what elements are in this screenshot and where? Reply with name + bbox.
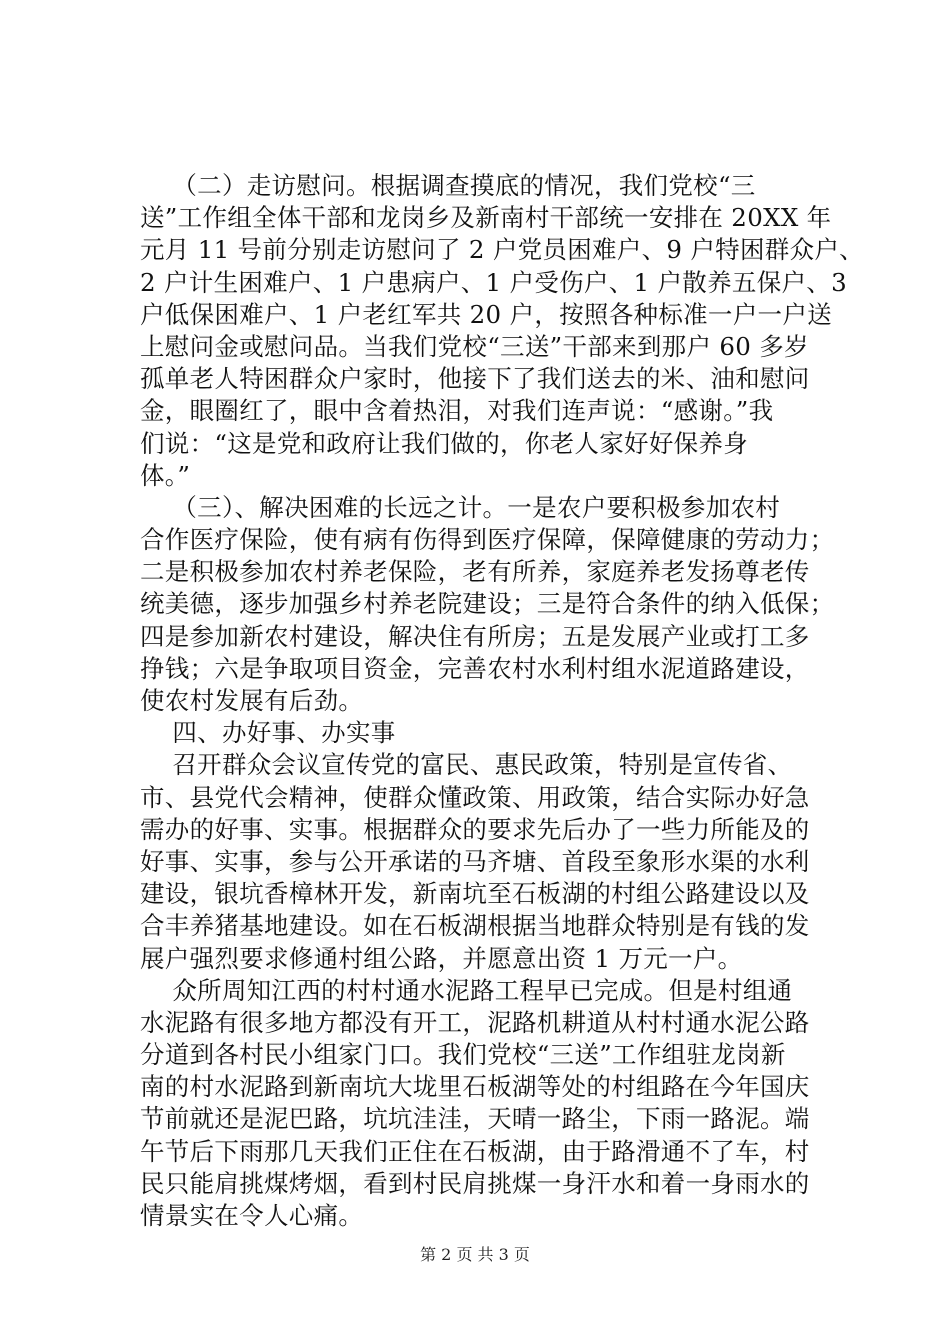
text-line: 统美德，逐步加强乡村养老院建设；三是符合条件的纳入低保； <box>140 589 835 619</box>
text-line: 体。” <box>140 460 191 490</box>
text-line: 民只能肩挑煤烤烟，看到村民肩挑煤一身汗水和着一身雨水的 <box>140 1168 810 1198</box>
text-line: 户低保困难户、1 户老红军共 20 户，按照各种标准一户一户送 <box>140 299 832 329</box>
text-line: 水泥路有很多地方都没有开工，泥路机耕道从村村通水泥公路 <box>140 1007 810 1037</box>
paragraph-long-term-plan <box>140 492 835 717</box>
text-line: 合作医疗保险，使有病有伤得到医疗保障，保障健康的劳动力； <box>140 525 835 555</box>
document-body <box>140 170 864 1232</box>
text-line: （三）、解决困难的长远之计。一是农户要积极参加农村 <box>140 492 781 522</box>
text-line: 送”工作组全体干部和龙岗乡及新南村干部统一安排在 20XX 年 <box>140 203 832 233</box>
text-line: 南的村水泥路到新南坑大垅里石板湖等处的村组路在今年国庆 <box>140 1072 810 1102</box>
text-line: 好事、实事，参与公开承诺的马齐塘、首段至象形水渠的水利 <box>140 846 810 876</box>
text-line: 需办的好事、实事。根据群众的要求先后办了一些力所能及的 <box>140 814 810 844</box>
text-line: 节前就还是泥巴路，坑坑洼洼，天晴一路尘，下雨一路泥。端 <box>140 1104 810 1134</box>
text-line: 上慰问金或慰问品。当我们党校“三送”干部来到那户 60 多岁 <box>140 331 809 361</box>
text-line: 召开群众会议宣传党的富民、惠民政策，特别是宣传省、 <box>140 750 793 780</box>
paragraph-visit-condolence <box>140 170 864 492</box>
text-line: 们说：“这是党和政府让我们做的，你老人家好好保养身 <box>140 428 749 458</box>
text-line: 市、县党代会精神，使群众懂政策、用政策，结合实际办好急 <box>140 782 810 812</box>
text-line: 使农村发展有后劲。 <box>140 686 364 715</box>
text-line: 元月 11 号前分别走访慰问了 2 户党员困难户、9 户特困群众户、 <box>140 235 864 265</box>
section-heading <box>140 717 810 749</box>
text-line: （二）走访慰问。根据调查摸底的情况，我们党校“三 <box>140 171 756 200</box>
text-line: 合丰养猪基地建设。如在石板湖根据当地群众特别是有钱的发 <box>140 911 810 941</box>
text-line: 分道到各村民小组家门口。我们党校“三送”工作组驻龙岗新 <box>140 1040 786 1070</box>
paragraph-meeting <box>140 749 810 974</box>
text-line: 四是参加新农村建设，解决住有所房；五是发展产业或打工多 <box>140 621 810 651</box>
text-line: 挣钱；六是争取项目资金，完善农村水利村组水泥道路建设， <box>140 653 810 683</box>
text-line: 展户强烈要求修通村组公路，并愿意出资 1 万元一户。 <box>140 943 743 973</box>
text-line: 金，眼圈红了，眼中含着热泪，对我们连声说：“感谢。”我 <box>140 396 774 426</box>
text-line: 午节后下雨那几天我们正住在石板湖，由于路滑通不了车，村 <box>140 1136 810 1166</box>
text-line: 二是积极参加农村养老保险，老有所养，家庭养老发扬尊老传 <box>140 557 810 587</box>
text-line: 情景实在令人心痛。 <box>140 1201 364 1230</box>
paragraph-road-construction <box>140 975 810 1233</box>
text-line: 孤单老人特困群众户家时，他接下了我们送去的米、油和慰问 <box>140 364 810 394</box>
text-line: 建设，银坑香樟林开发，新南坑至石板湖的村组公路建设以及 <box>140 879 810 909</box>
heading-line: 四、办好事、办实事 <box>140 718 396 748</box>
page-number-footer: 第 2 页 共 3 页 <box>420 1245 530 1264</box>
text-line: 众所周知江西的村村通水泥路工程早已完成。但是村组通 <box>140 975 793 1005</box>
text-line: 2 户计生困难户、1 户患病户、1 户受伤户、1 户散养五保户、3 <box>140 267 847 297</box>
